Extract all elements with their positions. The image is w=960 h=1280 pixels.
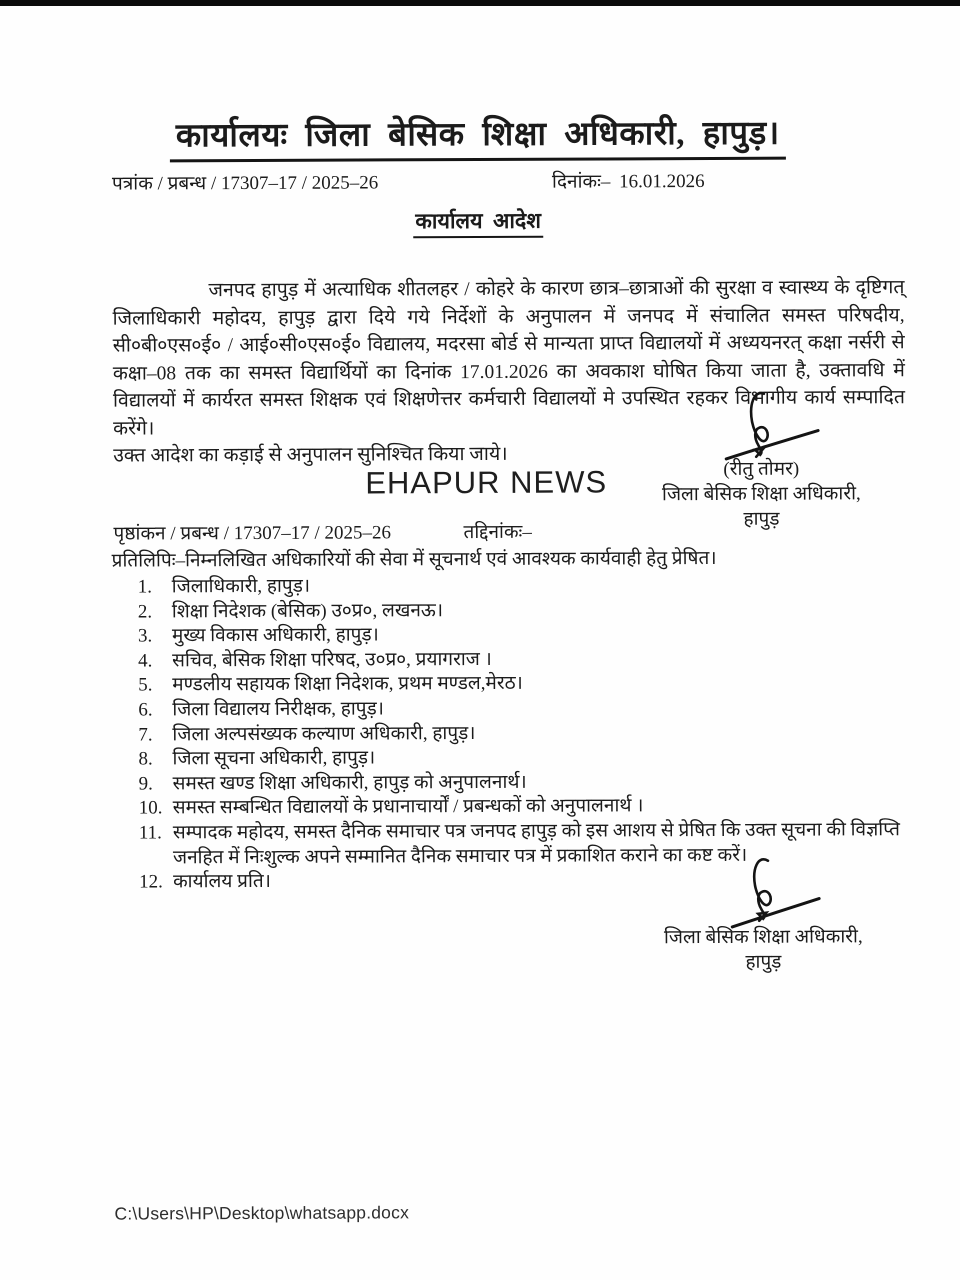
signatory-place: हापुड़: [743, 508, 780, 530]
order-heading: [0, 204, 958, 237]
signature-scribble-icon: [696, 388, 826, 463]
recipient-row: [138, 695, 914, 723]
recipient-text: कार्यालय प्रति।: [173, 871, 271, 893]
signature-scribble-icon: [698, 854, 828, 931]
document-file-path: C:\Users\HP\Desktop\whatsapp.docx: [114, 1202, 410, 1224]
recipient-number: 9.: [138, 773, 153, 795]
copy-forward-note: प्रतिलिपिः–निम्नलिखित अधिकारियों की सेवा में सूचनार्थ एवं आवश्यक कार्यवाही हेतु प्रेषित।: [111, 547, 717, 572]
recipient-text: मुख्य विकास अधिकारी, हापुड़।: [171, 624, 379, 647]
recipient-text: सम्पादक महोदय, समस्त दैनिक समाचार पत्र जनपद हापुड़ को इस आशय से प्रेषित कि उक्त सूचना की विज्ञप्ति जनहित में निःशुल्क अपने सम्मानित दैनिक समाचार पत्र में प्रकाशित कराने का कष्ट करें।: [172, 819, 900, 868]
recipient-row: [138, 646, 914, 674]
endorsement-line: [113, 516, 905, 545]
signature-block-bottom: [633, 854, 894, 975]
signatory-place: हापुड़: [745, 951, 782, 973]
recipient-row: [139, 793, 915, 821]
signatory-designation: जिला बेसिक शिक्षा अधिकारी,: [661, 483, 861, 506]
letter-date: दिनांकः– 16.01.2026: [551, 171, 705, 193]
order-body-paragraph: जनपद हापुड़ में अत्याधिक शीतलहर / कोहरे के कारण छात्र–छात्राओं की सुरक्षा व स्वास्थ्य के दृष्टिगत् जिलाधिकारी महोदय, हापुड़ द्वारा दिये गये निर्देशों के अनुपालन में जनपद में संचालित समस्त परिषदीय, सी०बी०एस०ई० / आई०सी०एस०ई० विद्यालय, मदरसा बोर्ड से मान्यता प्राप्त विद्यालयों में अध्ययनरत् कक्षा नर्सरी से कक्षा–08 तक का समस्त विद्यार्थियों का दिनांक 17.01.2026 का अवकाश घोषित किया जाता है, उक्तावधि में विद्यालयों में कार्यरत समस्त शिक्षक एवं शिक्षणेत्तर कर्मचारी विद्यालयों मे उपस्थित रहकर विभागीय कार्य सम्पादित करेंगे।: [112, 277, 905, 440]
recipient-text: जिलाधिकारी, हापुड़।: [171, 575, 311, 598]
order-heading-text: कार्यालय आदेश: [413, 209, 543, 239]
recipient-number: 8.: [138, 748, 153, 770]
recipient-number: 11.: [138, 822, 162, 844]
recipient-number: 2.: [137, 601, 153, 623]
endorsement-date-label: तद्दिनांकः–: [463, 521, 532, 544]
recipient-number: 5.: [138, 674, 153, 696]
recipient-row: [139, 769, 915, 797]
recipient-text: जिला विद्यालय निरीक्षक, हापुड़।: [172, 698, 385, 721]
office-letterhead-title: [0, 108, 958, 157]
recipient-number: 3.: [137, 625, 153, 647]
recipient-number: 6.: [138, 699, 153, 721]
signature-block-top: [631, 388, 892, 532]
recipient-number: 12.: [139, 871, 163, 893]
recipient-number: 10.: [138, 797, 163, 819]
recipient-list: [138, 572, 915, 895]
recipient-text: मण्डलीय सहायक शिक्षा निदेशक, प्रथम मण्डल,मेरठ।: [172, 673, 523, 696]
signatory-name: (रीतु तोमर): [723, 458, 800, 480]
endorsement-ref-number: पृष्ठांकन / प्रबन्ध / 17307–17 / 2025–26: [113, 522, 392, 545]
recipient-text: समस्त खण्ड शिक्षा अधिकारी, हापुड़ को अनुपालनार्थ।: [172, 771, 527, 795]
recipient-text: समस्त सम्बन्धित विद्यालयों के प्रधानाचार्यों / प्रबन्धकों को अनुपालनार्थ ।: [172, 795, 644, 819]
recipient-row: [138, 720, 914, 748]
reference-line: [112, 166, 904, 195]
signatory-designation: जिला बेसिक शिक्षा अधिकारी,: [663, 926, 863, 949]
recipient-row: [138, 670, 914, 698]
recipient-text: जिला सूचना अधिकारी, हापुड़।: [172, 747, 376, 770]
watermark-text: EHAPUR NEWS: [365, 464, 608, 501]
recipient-number: 4.: [138, 650, 153, 672]
recipient-text: सचिव, बेसिक शिक्षा परिषद, उ०प्र०, प्रयागराज ।: [172, 648, 492, 672]
recipient-row: [138, 744, 914, 772]
letter-ref-number: पत्रांक / प्रबन्ध / 17307–17 / 2025–26: [111, 172, 379, 195]
recipient-row: [138, 621, 914, 649]
order-directive-line: उक्त आदेश का कड़ाई से अनुपालन सुनिश्चित किया जाये।: [113, 443, 508, 467]
office-letterhead-title-text: कार्यालयः जिला बेसिक शिक्षा अधिकारी, हापुड़।: [170, 116, 786, 163]
recipient-number: 1.: [137, 576, 153, 598]
recipient-row: [138, 597, 914, 625]
recipient-text: शिक्षा निदेशक (बेसिक) उ०प्र०, लखनऊ।: [171, 599, 444, 622]
recipient-text: जिला अल्पसंख्यक कल्याण अधिकारी, हापुड़।: [172, 722, 476, 745]
recipient-row: [138, 572, 914, 600]
recipient-number: 7.: [138, 723, 153, 746]
